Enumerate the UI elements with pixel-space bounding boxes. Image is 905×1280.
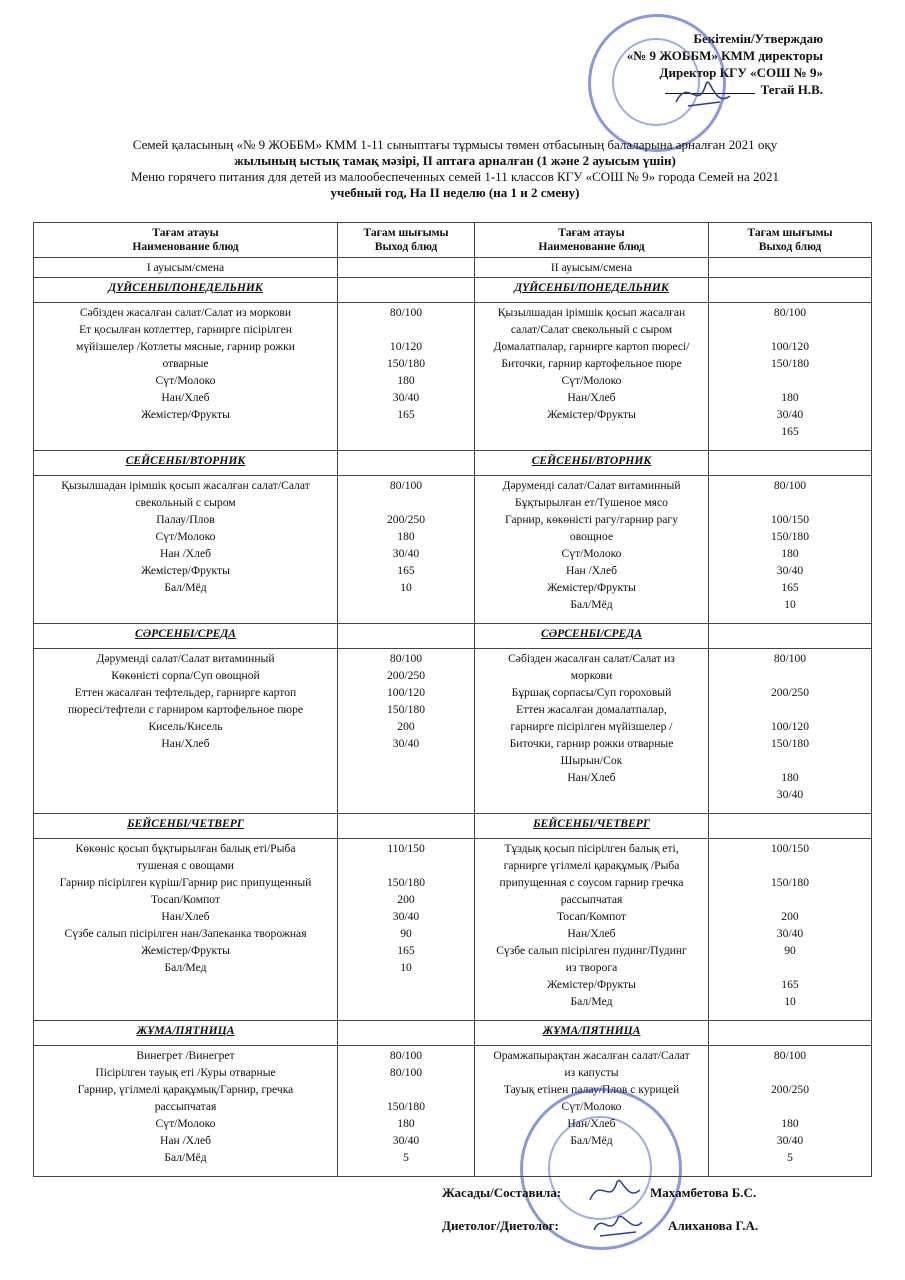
menu-line: 200/250: [386, 513, 425, 526]
menu-line: Нан/Хлеб: [567, 771, 616, 784]
menu-line: 200/250: [386, 669, 425, 682]
menu-line: 90: [400, 927, 412, 940]
menu-line: Сүзбе салып пісірілген нан/Запеканка творожная: [64, 927, 307, 940]
first-shift-yield: [338, 476, 475, 624]
day-yield-blank: [709, 278, 872, 303]
menu-line: 30/40: [776, 927, 804, 940]
menu-line: Тосап/Компот: [557, 910, 626, 923]
director-signature: [668, 72, 738, 116]
menu-line: Нан/Хлеб: [161, 737, 210, 750]
menu-line: 200: [781, 910, 799, 923]
menu-line: Сүт/Молоко: [561, 1100, 622, 1113]
day-yield-blank: [338, 1021, 475, 1046]
menu-line: 165: [781, 425, 799, 438]
menu-line: [712, 891, 868, 908]
header-dish-kz: Тағам атауы: [558, 226, 625, 239]
menu-line: 30/40: [392, 910, 420, 923]
menu-line: 100/150: [770, 842, 809, 855]
menu-line: 150/180: [386, 876, 425, 889]
menu-line: из капусты: [564, 1066, 619, 1079]
day-yield-blank: [338, 451, 475, 476]
menu-line: припущенная с соусом гарнир гречка: [499, 876, 684, 889]
menu-line: Гарнир пісірілген күріш/Гарнир рис припущенный: [59, 876, 312, 889]
day-name-first-shift: ДҮЙСЕНБІ/ПОНЕДЕЛЬНИК: [34, 278, 338, 303]
menu-line: [341, 321, 471, 338]
day-yield-blank: [338, 814, 475, 839]
menu-line: Жемістер/Фрукты: [547, 581, 636, 594]
menu-line: моркови: [570, 669, 613, 682]
menu-line: Сәбізден жасалған салат/Салат из: [508, 652, 675, 665]
first-shift-yield: [338, 649, 475, 814]
day-yield-blank: [338, 278, 475, 303]
day-menu-row: [34, 1046, 872, 1177]
menu-line: 100/120: [770, 720, 809, 733]
menu-line: Орамжапырақтан жасалған салат/Салат: [493, 1049, 690, 1062]
menu-line: 150/180: [386, 703, 425, 716]
second-shift-dishes: [475, 476, 709, 624]
day-menu-row: [34, 303, 872, 451]
menu-line: 80/100: [389, 306, 423, 319]
menu-line: Дәруменді салат/Салат витаминный: [502, 479, 681, 492]
day-menu-row: [34, 839, 872, 1021]
second-shift-yield: [709, 649, 872, 814]
day-yield-blank: [709, 1021, 872, 1046]
menu-line: 80/100: [389, 479, 423, 492]
menu-line: 80/100: [389, 1049, 423, 1062]
header-yield-kz: Тағам шығымы: [747, 226, 833, 239]
day-name-first-shift: СӘРСЕНБІ/СРЕДА: [34, 624, 338, 649]
menu-line: Нан/Хлеб: [161, 910, 210, 923]
day-header-row: [34, 451, 872, 476]
menu-line: Бұршақ сорпасы/Суп гороховый: [511, 686, 672, 699]
day-yield-blank: [338, 624, 475, 649]
menu-line: рассыпчатая: [560, 893, 623, 906]
second-shift-yield: [709, 839, 872, 1021]
menu-line: 150/180: [770, 737, 809, 750]
dietitian-name: Алиханова Г.А.: [668, 1218, 759, 1233]
menu-line: 30/40: [392, 547, 420, 560]
menu-line: Сүзбе салып пісірілген пудинг/Пудинг: [496, 944, 687, 957]
menu-line: Нан /Хлеб: [159, 1134, 212, 1147]
menu-line: [712, 494, 868, 511]
menu-line: 10: [784, 995, 796, 1008]
header-yield-1: [338, 223, 475, 258]
menu-line: 165: [781, 581, 799, 594]
menu-line: 150/180: [386, 1100, 425, 1113]
menu-line: [712, 701, 868, 718]
menu-line: пюресі/тефтели с гарниром картофельное пюре: [67, 703, 304, 716]
menu-line: Тосап/Компот: [151, 893, 220, 906]
day-yield-blank: [709, 814, 872, 839]
menu-line: Тауық етінен палау/Плов с курицей: [503, 1083, 680, 1096]
menu-line: Сүт/Молоко: [561, 374, 622, 387]
day-yield-blank: [709, 451, 872, 476]
menu-line: гарнирге үгілмелі қарақұмық /Рыба: [503, 859, 680, 872]
document-title: [60, 137, 850, 201]
menu-line: 80/100: [773, 479, 807, 492]
header-dish-ru: Наименование блюд: [132, 240, 239, 253]
shift-row: [34, 258, 872, 278]
menu-line: Бал/Мёд: [164, 581, 207, 594]
menu-line: тушеная с овощами: [136, 859, 234, 872]
second-shift-yield: [709, 303, 872, 451]
menu-line: 100/150: [770, 513, 809, 526]
menu-line: Тұздық қосып пісірілген балық еті,: [504, 842, 679, 855]
menu-line: Қызылшадан ірімшік қосып жасалған салат/Салат: [61, 479, 310, 492]
menu-line: гарнирге пісірілген мүйізшелер /: [510, 720, 673, 733]
title-ru-line-1: Меню горячего питания для детей из малообеспеченных семей 1-11 классов КГУ «СОШ № 9» города Семей на 2021: [131, 169, 779, 184]
menu-line: Сүт/Молоко: [155, 530, 216, 543]
day-menu-row: [34, 649, 872, 814]
menu-line: 80/100: [389, 652, 423, 665]
menu-line: 90: [784, 944, 796, 957]
menu-line: 180: [781, 391, 799, 404]
day-name-second-shift: СӘРСЕНБІ/СРЕДА: [475, 624, 709, 649]
day-header-row: [34, 814, 872, 839]
menu-line: Палау/Плов: [156, 513, 215, 526]
first-shift-yield: [338, 303, 475, 451]
menu-line: 180: [397, 530, 415, 543]
menu-line: 30/40: [776, 408, 804, 421]
day-name-first-shift: БЕЙСЕНБІ/ЧЕТВЕРГ: [34, 814, 338, 839]
first-shift-dishes: [34, 649, 338, 814]
menu-line: 10: [400, 581, 412, 594]
menu-line: Бал/Мёд: [570, 598, 613, 611]
menu-line: [712, 857, 868, 874]
menu-line: [341, 494, 471, 511]
dietitian-signature: [588, 1206, 648, 1246]
menu-line: Қызылшадан ірімшік қосып жасалған: [497, 306, 686, 319]
menu-line: 165: [397, 944, 415, 957]
menu-line: Бал/Мёд: [164, 1151, 207, 1164]
menu-line: 80/100: [389, 1066, 423, 1079]
menu-line: мүйізшелер /Котлеты мясные, гарнир рожки: [75, 340, 296, 353]
menu-line: 110/150: [387, 842, 425, 855]
menu-line: Кисель/Кисель: [148, 720, 223, 733]
menu-line: Нан/Хлеб: [567, 927, 616, 940]
header-dish-name-2: [475, 223, 709, 258]
first-shift-dishes: [34, 1046, 338, 1177]
menu-line: [712, 1064, 868, 1081]
menu-line: 30/40: [776, 788, 804, 801]
menu-line: из творога: [565, 961, 618, 974]
day-name-second-shift: ДҮЙСЕНБІ/ПОНЕДЕЛЬНИК: [475, 278, 709, 303]
day-header-row: [34, 278, 872, 303]
menu-line: 100/120: [386, 686, 425, 699]
header-dish-name-1: [34, 223, 338, 258]
menu-line: 180: [781, 547, 799, 560]
menu-line: [712, 667, 868, 684]
menu-line: [341, 857, 471, 874]
shift-first-empty: [338, 258, 475, 278]
menu-line: [712, 321, 868, 338]
menu-line: Гарнир, үгілмелі қарақұмық/Гарнир, гречка: [77, 1083, 294, 1096]
header-yield-ru: Выход блюд: [758, 240, 822, 253]
menu-line: салат/Салат свекольный с сыром: [510, 323, 673, 336]
menu-line: Шырын/Сок: [560, 754, 623, 767]
second-shift-dishes: [475, 649, 709, 814]
menu-line: Ет қосылған котлеттер, гарнирге пісірілген: [79, 323, 292, 336]
menu-line: 80/100: [773, 652, 807, 665]
menu-line: [712, 1098, 868, 1115]
menu-line: Биточки, гарнир рожки отварные: [509, 737, 674, 750]
title-kz-line-2: жылының ыстық тамақ мәзірі, II аптаға арналған (1 және 2 ауысым үшін): [234, 153, 676, 168]
dietitian-label: Диетолог/Диетолог:: [442, 1218, 559, 1233]
menu-line: 165: [397, 408, 415, 421]
menu-line: 200: [397, 720, 415, 733]
menu-line: [341, 1081, 471, 1098]
day-menu-row: [34, 476, 872, 624]
menu-line: Нан/Хлеб: [567, 391, 616, 404]
menu-line: Сүт/Молоко: [155, 1117, 216, 1130]
director-name: Тегай Н.В.: [760, 82, 823, 97]
menu-line: Биточки, гарнир картофельное пюре: [501, 357, 682, 370]
menu-line: Бал/Мед: [164, 961, 207, 974]
menu-line: Жемістер/Фрукты: [547, 408, 636, 421]
second-shift-yield: [709, 476, 872, 624]
day-name-first-shift: СЕЙСЕНБІ/ВТОРНИК: [34, 451, 338, 476]
second-shift-dishes: [475, 839, 709, 1021]
first-shift-dishes: [34, 839, 338, 1021]
day-yield-blank: [709, 624, 872, 649]
day-name-second-shift: СЕЙСЕНБІ/ВТОРНИК: [475, 451, 709, 476]
menu-line: Жемістер/Фрукты: [547, 978, 636, 991]
second-shift-yield: [709, 1046, 872, 1177]
first-shift-yield: [338, 1046, 475, 1177]
compiled-label: Жасады/Составила:: [442, 1185, 562, 1200]
menu-line: 150/180: [386, 357, 425, 370]
menu-line: отварные: [162, 357, 209, 370]
menu-line: Дәруменді салат/Салат витаминный: [96, 652, 275, 665]
menu-line: [712, 372, 868, 389]
second-shift-dishes: [475, 303, 709, 451]
menu-line: 165: [397, 564, 415, 577]
menu-line: Бал/Мед: [570, 995, 613, 1008]
menu-line: 30/40: [776, 1134, 804, 1147]
day-name-first-shift: ЖҰМА/ПЯТНИЦА: [34, 1021, 338, 1046]
menu-line: Сүт/Молоко: [155, 374, 216, 387]
day-header-row: [34, 624, 872, 649]
header-yield-ru: Выход блюд: [374, 240, 438, 253]
day-name-second-shift: БЕЙСЕНБІ/ЧЕТВЕРГ: [475, 814, 709, 839]
menu-line: 180: [397, 374, 415, 387]
compiled-name: Махамбетова Б.С.: [650, 1185, 757, 1200]
menu-line: [712, 959, 868, 976]
menu-line: 30/40: [392, 737, 420, 750]
menu-line: овощное: [569, 530, 614, 543]
menu-line: Нан/Хлеб: [161, 391, 210, 404]
menu-line: 5: [787, 1151, 793, 1164]
shift-second-label: II ауысым/смена: [475, 258, 709, 278]
menu-line: Гарнир, көкөністі рагу/гарнир рагу: [505, 513, 678, 526]
shift-second-empty: [709, 258, 872, 278]
menu-line: Сәбізден жасалған салат/Салат из моркови: [79, 306, 292, 319]
menu-line: Пісірілген тауық еті /Куры отварные: [95, 1066, 276, 1079]
approval-line-2: «№ 9 ЖОББМ» КММ директоры: [626, 48, 823, 63]
menu-line: 30/40: [392, 1134, 420, 1147]
menu-line: 200/250: [770, 686, 809, 699]
title-ru-line-2: учебный год, На II неделю (на 1 и 2 смену): [330, 185, 580, 200]
menu-line: 165: [781, 978, 799, 991]
header-yield-kz: Тағам шығымы: [363, 226, 449, 239]
first-shift-dishes: [34, 476, 338, 624]
menu-line: 150/180: [770, 530, 809, 543]
menu-line: Домалатпалар, гарнирге картоп пюресі/: [493, 340, 690, 353]
menu-line: Нан /Хлеб: [565, 564, 618, 577]
menu-line: Сүт/Молоко: [561, 547, 622, 560]
menu-line: Көкөністі сорпа/Суп овощной: [111, 669, 260, 682]
menu-line: Жемістер/Фрукты: [141, 944, 230, 957]
menu-line: Көкөніс қосып бұқтырылған балық еті/Рыба: [75, 842, 296, 855]
menu-line: 100/120: [770, 340, 809, 353]
menu-line: 180: [781, 1117, 799, 1130]
first-shift-dishes: [34, 303, 338, 451]
menu-line: свекольный с сыром: [135, 496, 236, 509]
day-name-second-shift: ЖҰМА/ПЯТНИЦА: [475, 1021, 709, 1046]
shift-first-label: I ауысым/смена: [34, 258, 338, 278]
menu-line: Винегрет /Винегрет: [136, 1049, 235, 1062]
menu-line: Нан /Хлеб: [159, 547, 212, 560]
menu-line: 5: [403, 1151, 409, 1164]
menu-line: 180: [781, 771, 799, 784]
menu-line: Нан/Хлеб: [567, 1117, 616, 1130]
approval-line-3: Директор КГУ «СОШ № 9»: [659, 65, 823, 80]
menu-line: Жемістер/Фрукты: [141, 408, 230, 421]
menu-line: 200: [397, 893, 415, 906]
menu-line: 150/180: [770, 876, 809, 889]
menu-line: 10/120: [389, 340, 423, 353]
menu-line: 80/100: [773, 306, 807, 319]
menu-line: 30/40: [776, 564, 804, 577]
menu-line: 80/100: [773, 1049, 807, 1062]
title-kz-line-1: Семей қаласының «№ 9 ЖОББМ» КММ 1-11 сыныптағы тұрмысы төмен отбасының балаларына арналған 2021 оқу: [132, 137, 778, 152]
menu-line: 150/180: [770, 357, 809, 370]
header-dish-ru: Наименование блюд: [538, 240, 645, 253]
menu-line: Бұқтырылған ет/Тушеное мясо: [515, 496, 668, 509]
menu-line: рассыпчатая: [154, 1100, 217, 1113]
approval-line-1: Бекітемін/Утверждаю: [693, 31, 823, 46]
menu-line: Бал/Мёд: [570, 1134, 613, 1147]
menu-line: 10: [400, 961, 412, 974]
menu-line: Еттен жасалған домалатпалар,: [516, 703, 667, 716]
table-header-row: [34, 223, 872, 258]
day-header-row: [34, 1021, 872, 1046]
menu-line: 180: [397, 1117, 415, 1130]
menu-line: 200/250: [770, 1083, 809, 1096]
menu-line: [712, 752, 868, 769]
first-shift-yield: [338, 839, 475, 1021]
menu-line: Еттен жасалған тефтельдер, гарнирге картоп: [74, 686, 297, 699]
header-dish-kz: Тағам атауы: [152, 226, 219, 239]
menu-line: 10: [784, 598, 796, 611]
menu-line: 30/40: [392, 391, 420, 404]
menu-line: Жемістер/Фрукты: [141, 564, 230, 577]
menu-table: [33, 222, 872, 1177]
header-yield-2: [709, 223, 872, 258]
